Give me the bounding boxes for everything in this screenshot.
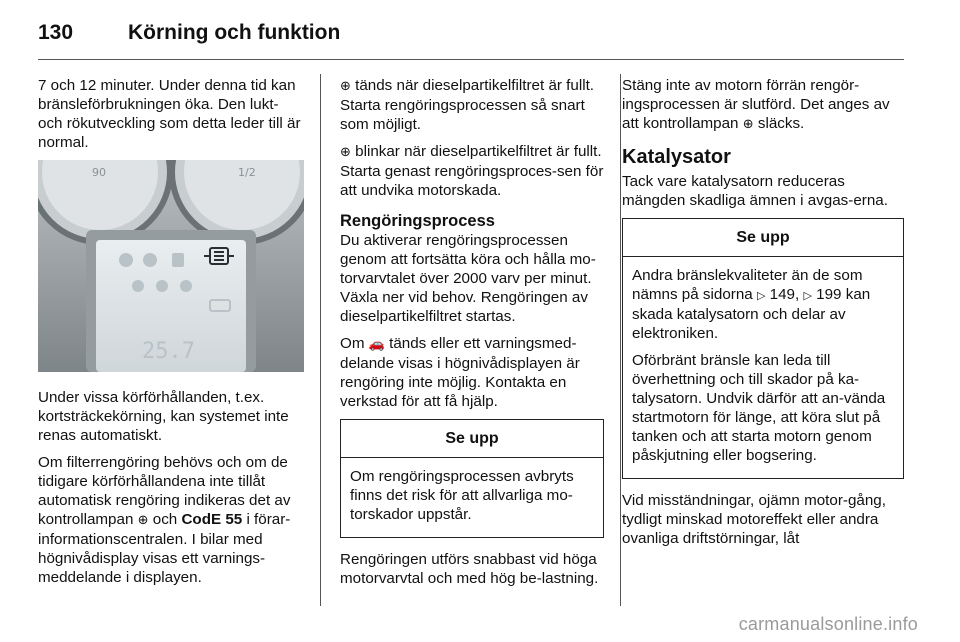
dpf-icon: ⊕ — [340, 79, 351, 94]
car-icon: 🚗 — [368, 337, 385, 352]
caution-title: Se upp — [623, 219, 903, 257]
error-code: CodE 55 — [181, 511, 243, 528]
caution-body: Andra bränslekvaliteter än de som nämns på sidorna ▷ 149, ▷ 199 kan skada katalysatorn och delar av elektroniken. Oförbränt bränsle kan leda till överhettning och till skador på ka-talysatorn. Undvik därför att an-vända startmotorn för länge, att köra slut på tanken och att starta motorn genom påskjutning eller bogsering. — [632, 267, 886, 464]
chapter-title: Körning och funktion — [128, 21, 341, 44]
paragraph: Tack vare katalysatorn reduceras mängden skadliga ämnen i avgas-erna. — [622, 173, 888, 209]
header-divider — [38, 59, 904, 60]
page-ref-triangle-icon: ▷ — [803, 289, 812, 302]
display-temperature: 25.7 — [142, 339, 195, 364]
page-reference-link[interactable]: 149 — [769, 286, 795, 303]
paragraph: Rengöringen utförs snabbast vid höga motorvarvtal och med hög be-lastning. — [340, 551, 599, 587]
page-number: 130 — [38, 21, 74, 44]
column-1 — [38, 76, 304, 595]
paragraph: ⊕ blinkar när dieselpartikelfiltret är fullt. Starta genast rengöringsproces-sen för att undvika motorskada. — [340, 143, 604, 199]
paragraph: ⊕ tänds när dieselpartikelfiltret är fullt. Starta rengöringsprocessen så snart som möjligt. — [340, 77, 595, 133]
caution-box — [340, 419, 604, 538]
paragraph: 7 och 12 minuter. Under denna tid kan bränsleförbrukningen öka. Den lukt- och rökutveckling som detta leder till är normal. — [38, 77, 301, 151]
caution-body: Om rengöringsprocessen avbryts finns det risk för att allvarliga mo-torskador uppstår. — [350, 468, 574, 523]
column-2 — [340, 76, 604, 596]
paragraph: Under vissa körförhållanden, t.ex. kortsträckekörning, kan systemet inte renas automatiskt. — [38, 389, 289, 444]
column-divider-2 — [620, 74, 621, 606]
dpf-icon: ⊕ — [340, 145, 351, 160]
gauge-right-number: 1/2 — [238, 166, 256, 179]
caution-title: Se upp — [341, 420, 603, 458]
column-3 — [622, 76, 904, 556]
watermark: carmanualsonline.info — [738, 614, 918, 634]
gauge-left-number: 90 — [92, 166, 106, 179]
dashboard-illustration — [38, 160, 304, 372]
paragraph: Du aktiverar rengöringsprocessen genom att fortsätta köra och hålla mo-torvarvtalet över 2000 varv per minut. Växla ner vid behov. Rengöringen av dieselpartikelfiltret startas. — [340, 232, 596, 325]
caution-box — [622, 218, 904, 479]
paragraph: Stäng inte av motorn förrän rengör-ingsprocessen är slutförd. Det anges av att kontrollampan ⊕ släcks. — [622, 77, 890, 132]
section-heading: Rengöringsprocess — [340, 212, 495, 230]
dpf-icon: ⊕ — [742, 117, 754, 132]
column-divider-1 — [320, 74, 321, 606]
dashboard-figure — [38, 160, 304, 372]
page-ref-triangle-icon: ▷ — [756, 289, 766, 302]
paragraph: Om 🚗 tänds eller ett varningsmed-delande visas i högnivådisplayen är rengöring inte möjlig. Kontakta en verkstad för att få hjälp. — [340, 335, 580, 410]
page-reference-link[interactable]: 199 — [816, 286, 842, 303]
dpf-icon: ⊕ — [137, 513, 149, 528]
paragraph: Om filterrengöring behövs och om de tidigare körförhållandena inte tillåt automatisk rengöring indikeras det av kontrollampan ⊕ och CodE 55 i förar-informationscentralen. I bilar med högnivådisplay visas ett varnings-meddelande i displayen. — [38, 454, 291, 586]
section-heading: Katalysator — [622, 146, 731, 168]
page-header — [38, 16, 340, 50]
paragraph: Vid misständningar, ojämn motor-gång, tydligt minskad motoreffekt eller andra ovanliga driftstörningar, låt — [622, 492, 886, 547]
